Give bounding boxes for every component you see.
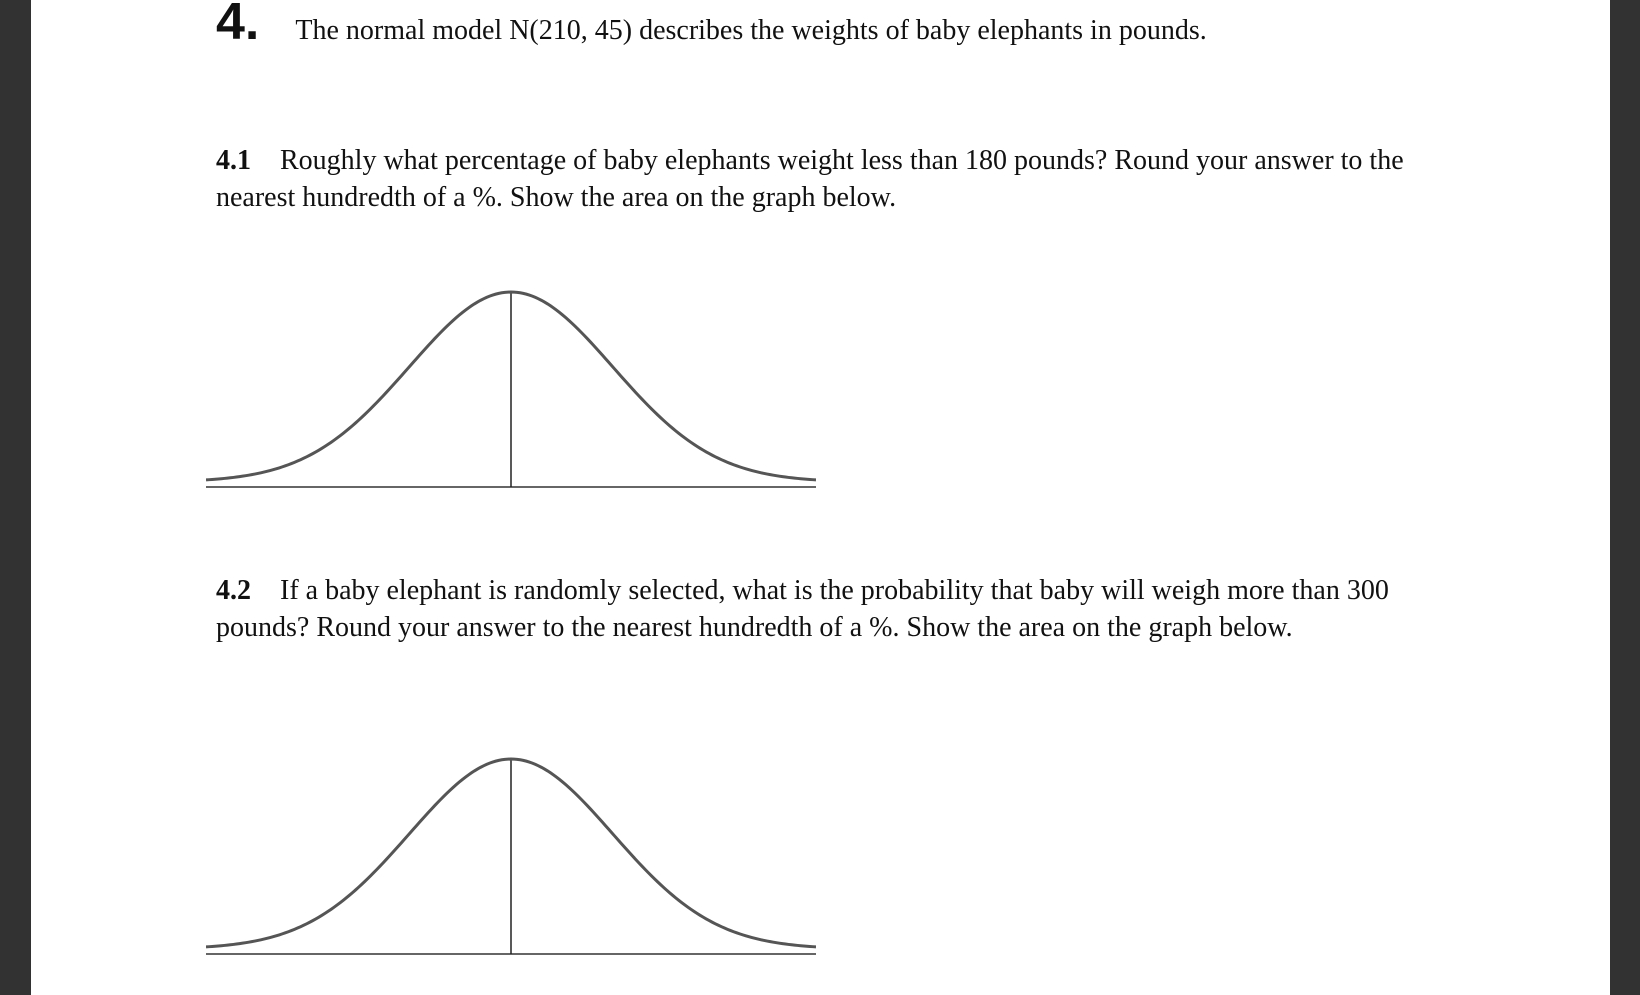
normal-curve-svg-2 — [206, 757, 816, 957]
problem-number: 4. — [216, 0, 260, 51]
question-number: 4.2 — [216, 575, 251, 606]
question-4-2 — [216, 572, 1416, 646]
normal-curve-svg-1 — [206, 290, 816, 490]
problem-heading — [216, 0, 1207, 52]
question-text: Roughly what percentage of baby elephants weight less than 180 pounds? Round your answer to the nearest hundredth of a %. Show the area on the graph below. — [216, 145, 1404, 213]
worksheet-page — [31, 0, 1610, 995]
problem-statement: The normal model N(210, 45) describes the weights of baby elephants in pounds. — [295, 15, 1207, 46]
normal-curve-graph-1 — [206, 290, 816, 490]
question-number: 4.1 — [216, 145, 251, 176]
normal-curve-graph-2 — [206, 757, 816, 957]
question-text: If a baby elephant is randomly selected, what is the probability that baby will weigh more than 300 pounds? Round your answer to the nearest hundredth of a %. Show the area on the graph below. — [216, 575, 1389, 643]
question-4-1 — [216, 142, 1416, 216]
